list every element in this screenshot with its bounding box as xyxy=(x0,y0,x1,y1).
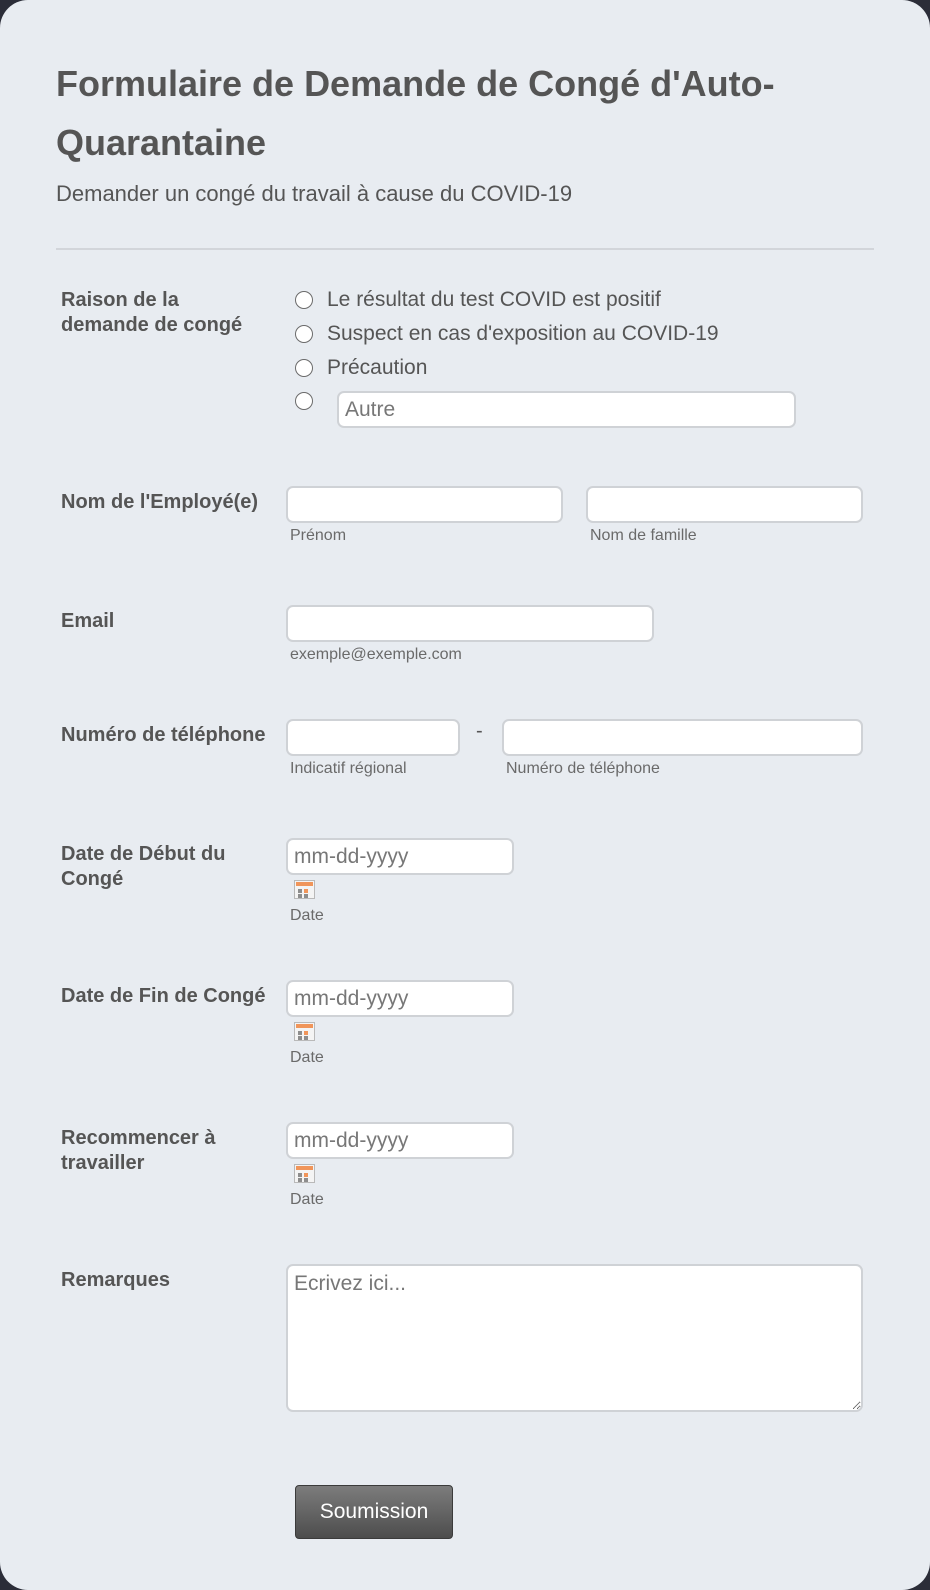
reason-option-label[interactable]: Le résultat du test COVID est positif xyxy=(327,288,661,311)
return-date-label: Recommencer à travailler xyxy=(61,1127,216,1174)
phone-separator: - xyxy=(476,720,483,742)
area-code-sublabel: Indicatif régional xyxy=(290,760,407,777)
start-date-sublabel: Date xyxy=(290,907,324,924)
email-input[interactable] xyxy=(286,605,654,642)
form-subtitle: Demander un congé du travail à cause du COVID-19 xyxy=(56,181,573,206)
radio-button[interactable] xyxy=(295,325,313,343)
start-date-label: Date de Début du Congé xyxy=(61,843,226,890)
start-date-input[interactable] xyxy=(286,838,514,875)
reason-other-input[interactable] xyxy=(337,391,796,428)
submit-button[interactable]: Soumission xyxy=(295,1485,453,1539)
phone-number-input[interactable] xyxy=(502,719,863,756)
return-date-sublabel: Date xyxy=(290,1191,324,1208)
return-date-input[interactable] xyxy=(286,1122,514,1159)
first-name-input[interactable] xyxy=(286,486,563,523)
reason-option-other[interactable] xyxy=(295,388,313,414)
header-divider xyxy=(56,248,874,250)
remarks-label: Remarques xyxy=(61,1269,170,1291)
employee-name-label: Nom de l'Employé(e) xyxy=(61,491,259,513)
reason-option-positive[interactable] xyxy=(295,287,661,313)
radio-button[interactable] xyxy=(295,291,313,309)
last-name-sublabel: Nom de famille xyxy=(590,527,697,544)
reason-label: Raison de la demande de congé xyxy=(61,289,243,336)
calendar-icon[interactable] xyxy=(294,1022,315,1041)
reason-option-label[interactable]: Suspect en cas d'exposition au COVID-19 xyxy=(327,322,719,345)
remarks-textarea[interactable] xyxy=(286,1264,863,1412)
email-sublabel: exemple@exemple.com xyxy=(290,646,462,663)
first-name-sublabel: Prénom xyxy=(290,527,347,544)
reason-option-precaution[interactable] xyxy=(295,355,427,381)
calendar-icon[interactable] xyxy=(294,880,315,899)
email-label: Email xyxy=(61,610,115,632)
form-title: Formulaire de Demande de Congé d'Auto-Quarantaine xyxy=(56,63,775,163)
phone-number-sublabel: Numéro de téléphone xyxy=(506,760,660,777)
reason-option-label[interactable]: Précaution xyxy=(327,356,428,379)
radio-button[interactable] xyxy=(295,359,313,377)
last-name-input[interactable] xyxy=(586,486,863,523)
end-date-label: Date de Fin de Congé xyxy=(61,985,266,1007)
reason-option-exposure[interactable] xyxy=(295,321,719,347)
phone-label: Numéro de téléphone xyxy=(61,724,266,746)
area-code-input[interactable] xyxy=(286,719,460,756)
calendar-icon[interactable] xyxy=(294,1164,315,1183)
end-date-sublabel: Date xyxy=(290,1049,324,1066)
end-date-input[interactable] xyxy=(286,980,514,1017)
radio-button[interactable] xyxy=(295,392,313,410)
